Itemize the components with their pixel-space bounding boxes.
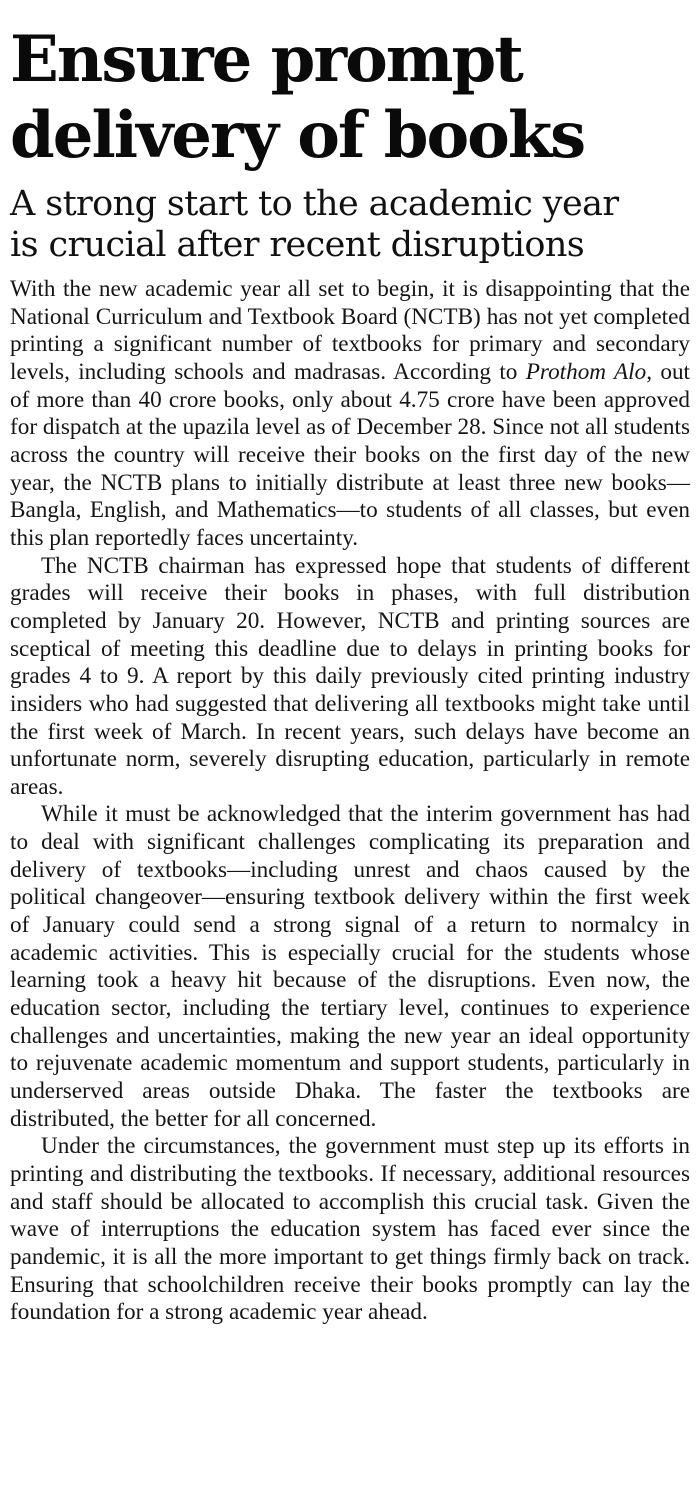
body-paragraph-3: While it must be acknowledged that the interim government has had to deal with significant challenges complicating its preparation and delivery of textbooks—including unrest and chaos caused by the political changeover—ensuring textbook delivery within the first week of January could send a strong signal of a return to normalcy in academic activities. This is especially crucial for the students whose learning took a heavy hit because of the disruptions. Even now, the education sector, including the tertiary level, continues to experience challenges and uncertainties, making the new year an ideal opportunity to rejuvenate academic momentum and support students, particularly in underserved areas outside Dhaka. The faster the textbooks are distributed, the better for all concerned. [10,801,690,1132]
body-paragraph-4: Under the circumstances, the government must step up its efforts in printing and distributing the textbooks. If necessary, additional resources and staff should be allocated to accomplish this crucial task. Given the wave of interruptions the education system has faced ever since the pandemic, it is all the more important to get things firmly back on track. Ensuring that schoolchildren receive their books promptly can lay the foundation for a strong academic year ahead. [10,1133,690,1326]
headline-line-1: Ensure prompt [10,22,522,97]
subheadline [10,184,690,266]
subheadline-line-1: A strong start to the academic year [10,184,619,224]
headline [10,22,690,174]
body-paragraph-2: The NCTB chairman has expressed hope that students of different grades will receive their books in phases, with full distribution completed by January 20. However, NCTB and printing sources are sceptical of meeting this deadline due to delays in printing books for grades 4 to 9. A report by this daily previously cited printing industry insiders who had suggested that delivering all textbooks might take until the first week of March. In recent years, such delays have become an unfortunate norm, severely disrupting education, particularly in remote areas. [10,552,690,800]
article-body [10,276,690,1327]
source-name: Prothom Alo [525,358,647,385]
paragraph-1-text-a: With the new academic year all set to begin, it is disappointing that the National Curriculum and Textbook Board (NCTB) has not yet completed printing a significant number of textbooks for primary and secondary levels, including schools and madrasas. According to [10,276,690,385]
body-paragraph-1 [10,276,690,553]
paragraph-1-text-b: , out of more than 40 crore books, only about 4.75 crore have been approved for dispatch at the upazila level as of December 28. Since not all students across the country will receive their books on the first day of the new year, the NCTB plans to initially distribute at least three new books—Bangla, English, and Mathematics—to students of all classes, but even this plan reportedly faces uncertainty. [10,358,690,551]
subheadline-line-2: is crucial after recent disruptions [10,225,585,265]
headline-line-2: delivery of books [10,98,585,173]
